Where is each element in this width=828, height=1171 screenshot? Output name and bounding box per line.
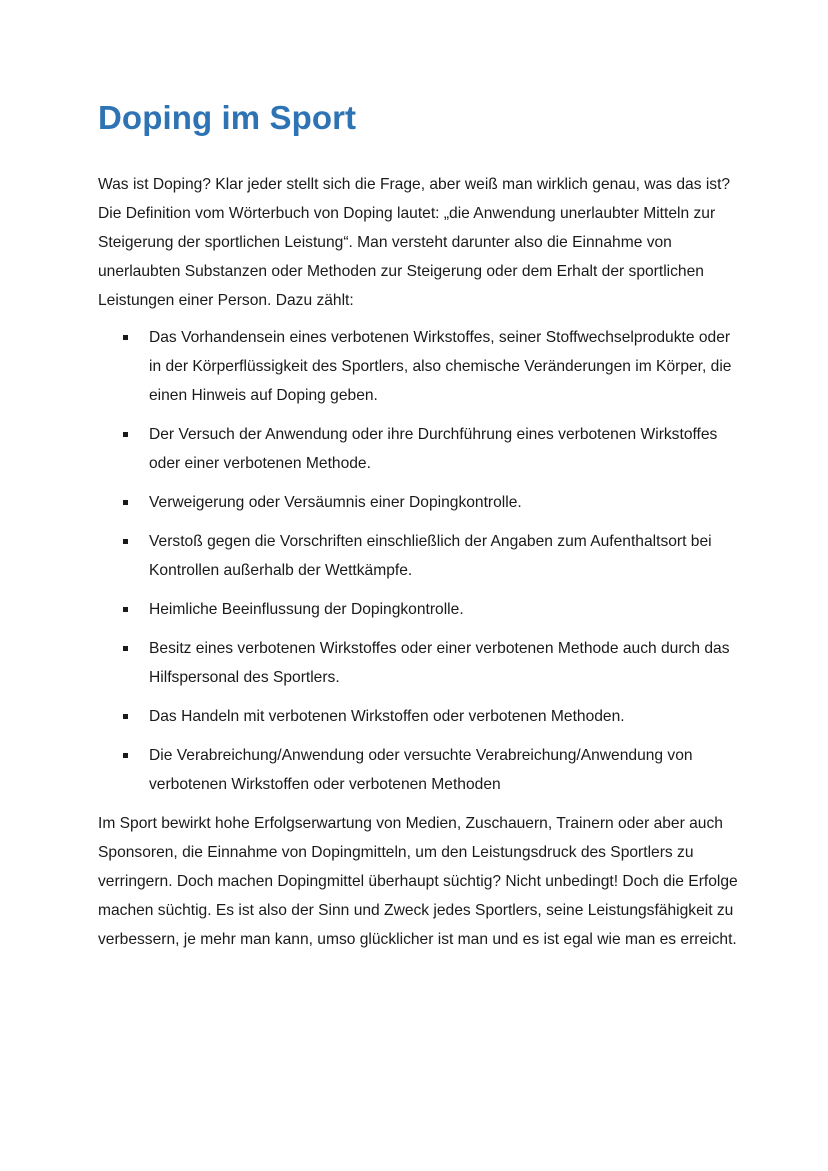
list-item — [98, 634, 738, 692]
list-item — [98, 527, 738, 585]
closing-paragraph: Im Sport bewirkt hohe Erfolgserwartung von Medien, Zuschauern, Trainern oder aber auch Sponsoren, die Einnahme von Dopingmitteln, um den Leistungsdruck des Sportlers zu verringern. Doch machen Dopingmittel überhaupt süchtig? Nicht unbedingt! Doch die Erfolge machen süchtig. Es ist also der Sinn und Zweck jedes Sportlers, seine Leistungsfähigkeit zu verbessern, je mehr man kann, umso glücklicher ist man und es ist egal wie man es erreicht. — [98, 815, 738, 948]
list-item — [98, 595, 738, 624]
square-bullet-icon — [123, 753, 128, 758]
list-item — [98, 420, 738, 478]
doping-definition-list — [98, 323, 738, 799]
list-item — [98, 323, 738, 410]
list-item-text: Verweigerung oder Versäumnis einer Dopingkontrolle. — [149, 494, 522, 511]
square-bullet-icon — [123, 646, 128, 651]
list-item-text: Besitz eines verbotenen Wirkstoffes oder einer verbotenen Methode auch durch das Hilfspersonal des Sportlers. — [149, 640, 730, 686]
list-item-text: Der Versuch der Anwendung oder ihre Durchführung eines verbotenen Wirkstoffes oder einer verbotenen Methode. — [149, 426, 718, 472]
list-item-text: Die Verabreichung/Anwendung oder versuchte Verabreichung/Anwendung von verbotenen Wirkstoffen oder verbotenen Methoden — [149, 747, 693, 793]
list-item — [98, 488, 738, 517]
list-item — [98, 702, 738, 731]
page-title: Doping im Sport — [98, 99, 357, 136]
square-bullet-icon — [123, 432, 128, 437]
list-item-text: Verstoß gegen die Vorschriften einschließlich der Angaben zum Aufenthaltsort bei Kontrollen außerhalb der Wettkämpfe. — [149, 533, 712, 579]
list-item — [98, 741, 738, 799]
square-bullet-icon — [123, 335, 128, 340]
list-item-text: Das Handeln mit verbotenen Wirkstoffen oder verbotenen Methoden. — [149, 708, 625, 725]
square-bullet-icon — [123, 607, 128, 612]
list-item-text: Heimliche Beeinflussung der Dopingkontrolle. — [149, 601, 464, 618]
square-bullet-icon — [123, 539, 128, 544]
square-bullet-icon — [123, 500, 128, 505]
list-item-text: Das Vorhandensein eines verbotenen Wirkstoffes, seiner Stoffwechselprodukte oder in der Körperflüssigkeit des Sportlers, also chemische Veränderungen im Körper, die einen Hinweis auf Doping geben. — [149, 329, 732, 404]
intro-paragraph: Was ist Doping? Klar jeder stellt sich die Frage, aber weiß man wirklich genau, was das ist? Die Definition vom Wörterbuch von Doping lautet: „die Anwendung unerlaubter Mitteln zur Steigerung der sportlichen Leistung“. Man versteht darunter also die Einnahme von unerlaubten Substanzen oder Methoden zur Steigerung oder dem Erhalt der sportlichen Leistungen einer Person. Dazu zählt: — [98, 176, 731, 309]
square-bullet-icon — [123, 714, 128, 719]
document-page — [98, 96, 738, 954]
